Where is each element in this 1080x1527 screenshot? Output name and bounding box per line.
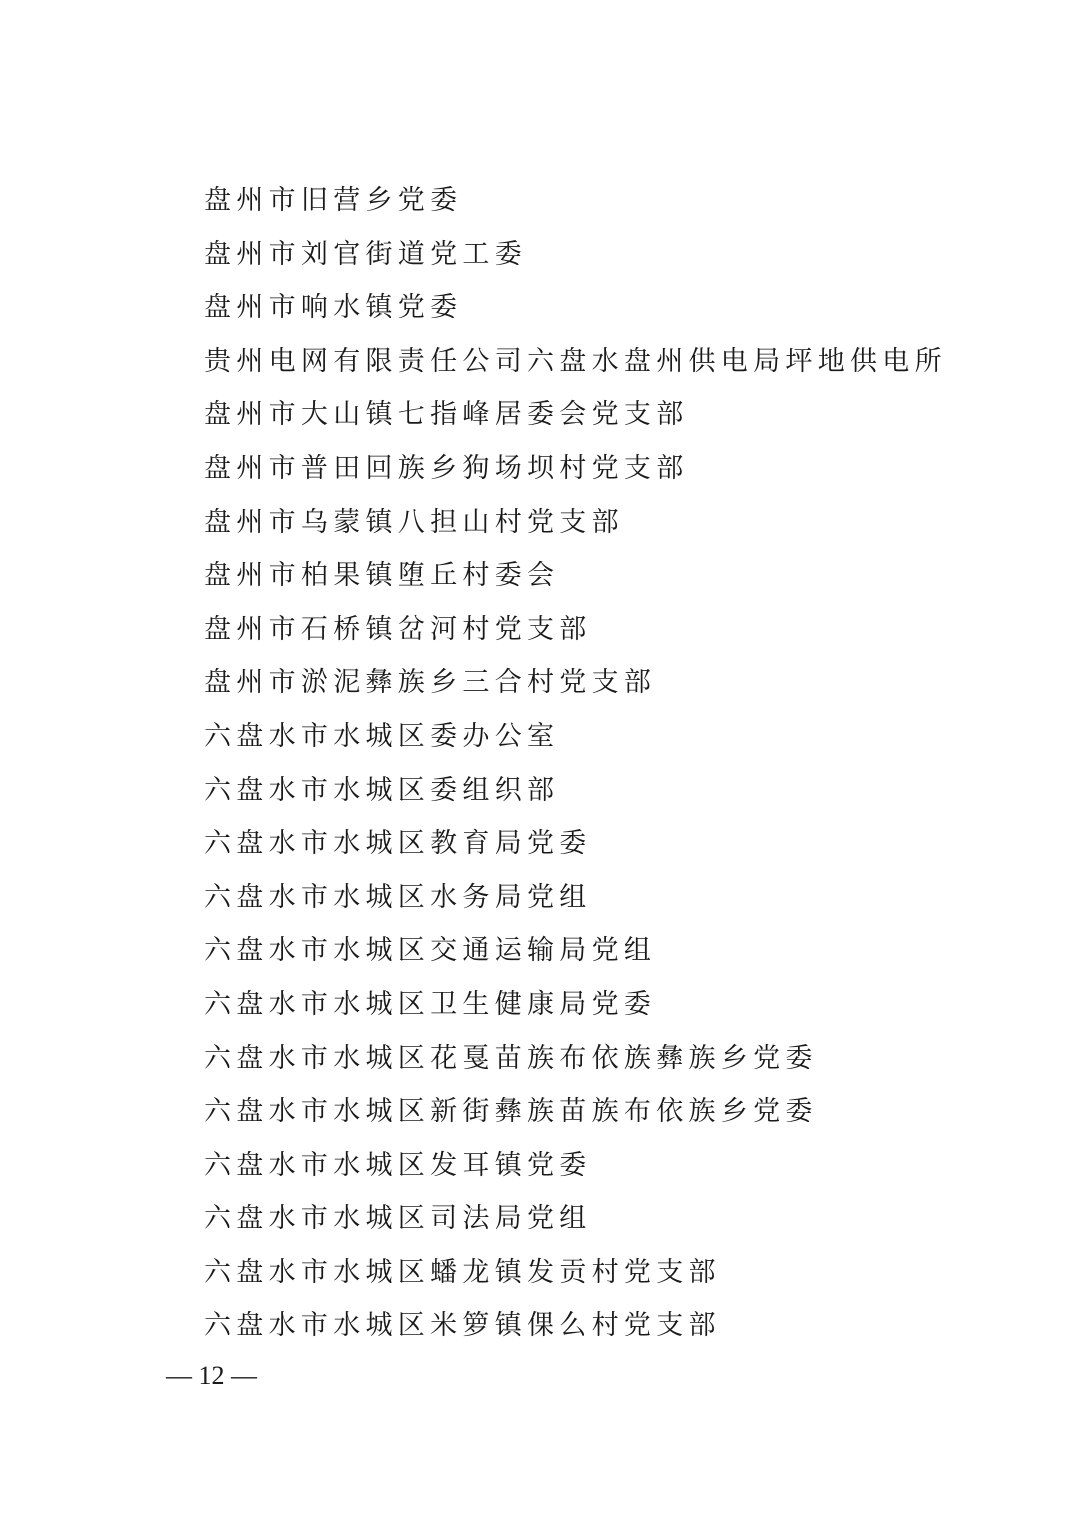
list-item: 盘州市乌蒙镇八担山村党支部 xyxy=(204,506,624,538)
list-item: 盘州市石桥镇岔河村党支部 xyxy=(204,613,592,645)
list-item: 六盘水市水城区教育局党委 xyxy=(204,828,592,860)
organization-list xyxy=(204,178,947,1357)
list-item: 盘州市旧营乡党委 xyxy=(204,185,463,216)
page-number: — 12 — xyxy=(166,1361,257,1390)
list-item: 六盘水市水城区司法局党组 xyxy=(204,1203,592,1235)
list-item: 六盘水市水城区交通运输局党组 xyxy=(204,935,657,967)
list-item: 贵州电网有限责任公司六盘水盘州供电局坪地供电所 xyxy=(204,345,947,377)
list-item: 六盘水市水城区卫生健康局党委 xyxy=(204,988,657,1020)
list-item: 六盘水市水城区蟠龙镇发贡村党支部 xyxy=(204,1256,721,1288)
list-item: 六盘水市水城区米箩镇倮么村党支部 xyxy=(204,1310,721,1342)
list-item: 盘州市刘官街道党工委 xyxy=(204,238,527,270)
list-item: 六盘水市水城区发耳镇党委 xyxy=(204,1149,592,1181)
list-item: 六盘水市水城区新街彝族苗族布依族乡党委 xyxy=(204,1096,818,1128)
list-item: 六盘水市水城区委办公室 xyxy=(204,720,560,752)
list-item: 盘州市响水镇党委 xyxy=(204,292,463,324)
list-item: 盘州市大山镇七指峰居委会党支部 xyxy=(204,399,689,431)
list-item: 六盘水市水城区花戛苗族布依族彝族乡党委 xyxy=(204,1042,818,1074)
list-item: 六盘水市水城区水务局党组 xyxy=(204,881,592,913)
list-item: 六盘水市水城区委组织部 xyxy=(204,774,560,806)
list-item: 盘州市柏果镇堕丘村委会 xyxy=(204,560,560,592)
list-item: 盘州市淤泥彝族乡三合村党支部 xyxy=(204,667,657,699)
list-item: 盘州市普田回族乡狗场坝村党支部 xyxy=(204,452,689,484)
